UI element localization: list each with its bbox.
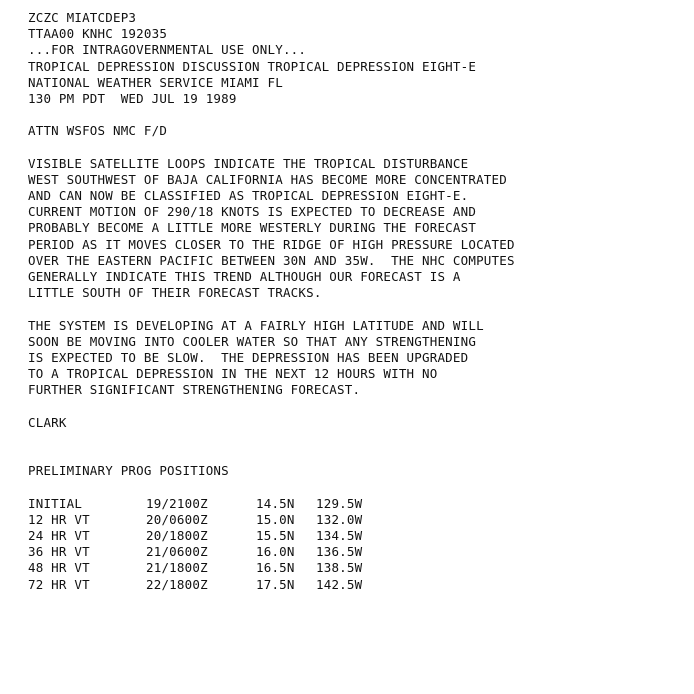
latitude: 14.5N <box>256 495 295 511</box>
forecast-period: 48 HR VT <box>28 560 90 576</box>
longitude: 142.5W <box>316 576 363 592</box>
longitude: 136.5W <box>316 544 363 560</box>
valid-time: 20/1800Z <box>146 528 208 544</box>
valid-time: 19/2100Z <box>146 495 208 511</box>
paragraph-line: VISIBLE SATELLITE LOOPS INDICATE THE TROPICAL DISTURBANCE <box>28 155 469 171</box>
discussion-paragraph-1 <box>28 156 678 302</box>
header-line: NATIONAL WEATHER SERVICE MIAMI FL <box>28 74 283 90</box>
forecaster-signature: CLARK <box>28 414 67 430</box>
latitude: 16.5N <box>256 560 295 576</box>
valid-time: 21/0600Z <box>146 544 208 560</box>
latitude: 15.0N <box>256 511 295 527</box>
forecast-period: 12 HR VT <box>28 511 90 527</box>
paragraph-line: GENERALLY INDICATE THIS TREND ALTHOUGH OUR FORECAST IS A <box>28 269 461 284</box>
paragraph-line: WEST SOUTHWEST OF BAJA CALIFORNIA HAS BECOME MORE CONCENTRATED <box>28 171 507 187</box>
valid-time: 21/1800Z <box>146 560 208 576</box>
forecast-period: 24 HR VT <box>28 528 90 544</box>
paragraph-line: OVER THE EASTERN PACIFIC BETWEEN 30N AND 35W. THE NHC COMPUTES <box>28 252 515 268</box>
longitude: 129.5W <box>316 495 363 511</box>
longitude: 132.0W <box>316 511 363 527</box>
forecast-period: 36 HR VT <box>28 544 90 560</box>
prog-positions-table <box>28 496 386 593</box>
header-line: ...FOR INTRAGOVERNMENTAL USE ONLY... <box>28 42 307 58</box>
paragraph-line: CURRENT MOTION OF 290/18 KNOTS IS EXPECTED TO DECREASE AND <box>28 204 477 220</box>
discussion-paragraph-2 <box>28 318 678 399</box>
paragraph-line: IS EXPECTED TO BE SLOW. THE DEPRESSION HAS BEEN UPGRADED <box>28 349 469 365</box>
latitude: 17.5N <box>256 576 295 592</box>
prog-position-row <box>28 544 386 560</box>
paragraph-line: AND CAN NOW BE CLASSIFIED AS TROPICAL DEPRESSION EIGHT-E. <box>28 188 469 204</box>
header-line: 130 PM PDT WED JUL 19 1989 <box>28 90 237 106</box>
teletype-document <box>28 10 678 593</box>
forecast-period: 72 HR VT <box>28 576 90 592</box>
message-header <box>28 10 678 107</box>
paragraph-line: PROBABLY BECOME A LITTLE MORE WESTERLY DURING THE FORECAST <box>28 220 477 236</box>
paragraph-line: SOON BE MOVING INTO COOLER WATER SO THAT ANY STRENGTHENING <box>28 333 477 349</box>
forecast-period: INITIAL <box>28 495 83 511</box>
paragraph-line: THE SYSTEM IS DEVELOPING AT A FAIRLY HIGH LATITUDE AND WILL <box>28 317 484 333</box>
prog-position-row <box>28 577 386 593</box>
paragraph-line: FURTHER SIGNIFICANT STRENGTHENING FORECAST. <box>28 382 361 398</box>
longitude: 138.5W <box>316 560 363 576</box>
prog-position-row <box>28 496 386 512</box>
paragraph-line: PERIOD AS IT MOVES CLOSER TO THE RIDGE OF HIGH PRESSURE LOCATED <box>28 236 515 252</box>
latitude: 16.0N <box>256 544 295 560</box>
paragraph-line: LITTLE SOUTH OF THEIR FORECAST TRACKS. <box>28 285 322 301</box>
header-line: ZCZC MIATCDEP3 <box>28 10 137 25</box>
prog-position-row <box>28 560 386 576</box>
latitude: 15.5N <box>256 528 295 544</box>
paragraph-line: TO A TROPICAL DEPRESSION IN THE NEXT 12 HOURS WITH NO <box>28 366 438 382</box>
valid-time: 22/1800Z <box>146 576 208 592</box>
prog-positions-title: PRELIMINARY PROG POSITIONS <box>28 463 229 479</box>
header-line: TTAA00 KNHC 192035 <box>28 26 168 42</box>
prog-position-row <box>28 528 386 544</box>
attention-line: ATTN WSFOS NMC F/D <box>28 123 168 139</box>
prog-position-row <box>28 512 386 528</box>
longitude: 134.5W <box>316 528 363 544</box>
valid-time: 20/0600Z <box>146 511 208 527</box>
header-line: TROPICAL DEPRESSION DISCUSSION TROPICAL DEPRESSION EIGHT-E <box>28 58 477 74</box>
